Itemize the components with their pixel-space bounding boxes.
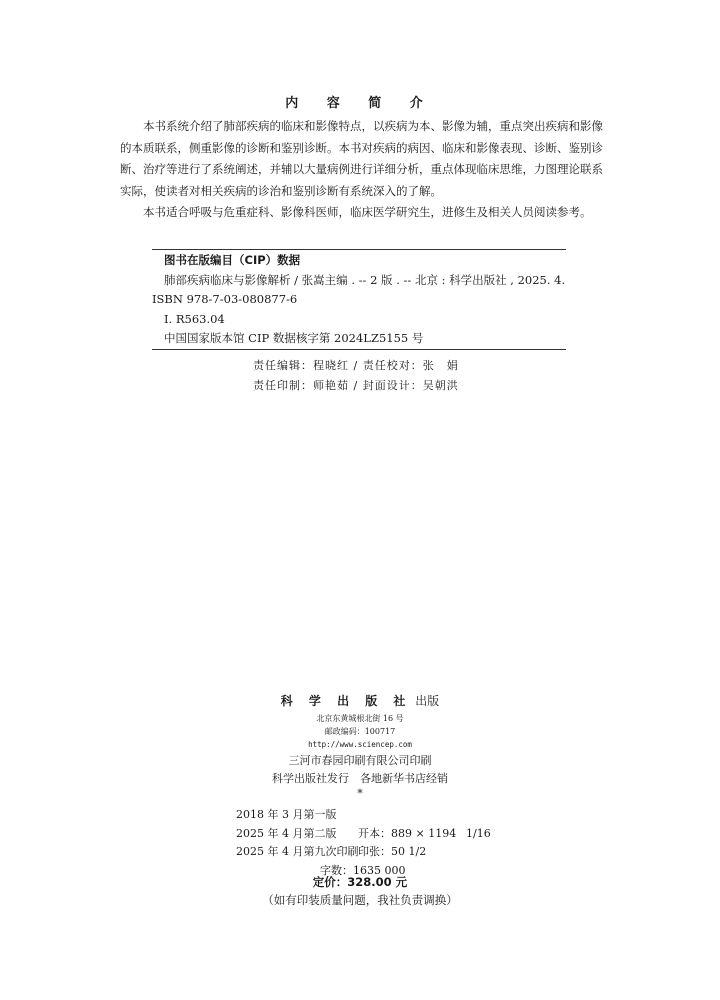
edition-ninth: 2025 年 4 月第九次印刷 <box>236 845 359 858</box>
price: 定价：328.00 元 <box>312 875 408 889</box>
cip-block <box>152 249 566 350</box>
distribution: 科学出版社发行 各地新华书店经销 <box>272 772 448 785</box>
credits-editor-line: 责任编辑：程晓红 / 责任校对：张 娟 <box>253 359 459 372</box>
publisher-postcode: 邮政编码：100717 <box>324 727 396 736</box>
summary-paragraph-1 <box>120 116 628 202</box>
cip-title-line: 肺部疾病临床与影像解析 / 张嵩主编 . -- 2 版 . -- 北京 : 科学出版社 , 2025. 4. <box>164 272 566 287</box>
cip-classification: Ⅰ. R563.04 <box>164 311 225 326</box>
edition-ninth-row <box>236 843 491 862</box>
publisher-block <box>0 690 720 800</box>
summary-body <box>120 116 628 224</box>
summary-paragraph-2: 本书适合呼吸与危重症科、影像科医师，临床医学研究生，进修生及相关人员阅读参考。 <box>143 205 592 219</box>
edition-words: 字数：1635 000 <box>320 863 406 877</box>
cip-heading: 图书在版编目（CIP）数据 <box>164 253 301 267</box>
summary-title: 内 容 简 介 <box>285 96 435 111</box>
edition-first-row <box>236 806 491 825</box>
summary-line: 本书系统介绍了肺部疾病的临床和影像特点，以疾病为本、影像为辅，重点突出疾病和影像 <box>143 119 603 133</box>
publisher-url: http://www.sciencep.com <box>308 740 412 749</box>
cip-record-number: 中国国家版本馆 CIP 数据核字第 2024LZ5155 号 <box>164 331 424 345</box>
summary-line: 的本质联系，侧重影像的诊断和鉴别诊断。本书对疾病的病因、临床和影像表现、诊断、鉴别诊 <box>120 140 603 155</box>
edition-second: 2025 年 4 月第二版 <box>236 826 337 840</box>
credits-printing-line: 责任印制：师艳茹 / 封面设计：吴朝洪 <box>253 379 459 392</box>
edition-sheets: 印张：50 1/2 <box>358 845 427 858</box>
edition-info <box>236 806 491 880</box>
publisher-address: 北京东黄城根北街 16 号 <box>316 714 404 723</box>
publisher-suffix: 出版 <box>415 694 440 708</box>
edition-format: 开本：889 × 1194 <box>358 826 457 840</box>
edition-first: 2018 年 3 月第一版 <box>236 808 337 821</box>
edition-format-fraction: 1/16 <box>466 826 491 840</box>
return-note: （如有印装质量问题，我社负责调换） <box>262 893 458 907</box>
publisher-line <box>0 690 720 712</box>
summary-line: 实际，使读者对相关疾病的诊治和鉴别诊断有系统深入的了解。 <box>120 183 442 198</box>
printer: 三河市春园印刷有限公司印刷 <box>288 754 432 767</box>
credits <box>253 356 459 396</box>
publisher-name: 科 学 出 版 社 <box>280 694 412 708</box>
cip-isbn: ISBN 978-7-03-080877-6 <box>152 292 298 306</box>
summary-line: 断、治疗等进行了系统阐述，并辅以大量病例进行详细分析，重点体现临床思维，力图理论联系 <box>120 162 603 176</box>
edition-second-row <box>236 825 491 844</box>
separator-star: * <box>357 787 363 800</box>
